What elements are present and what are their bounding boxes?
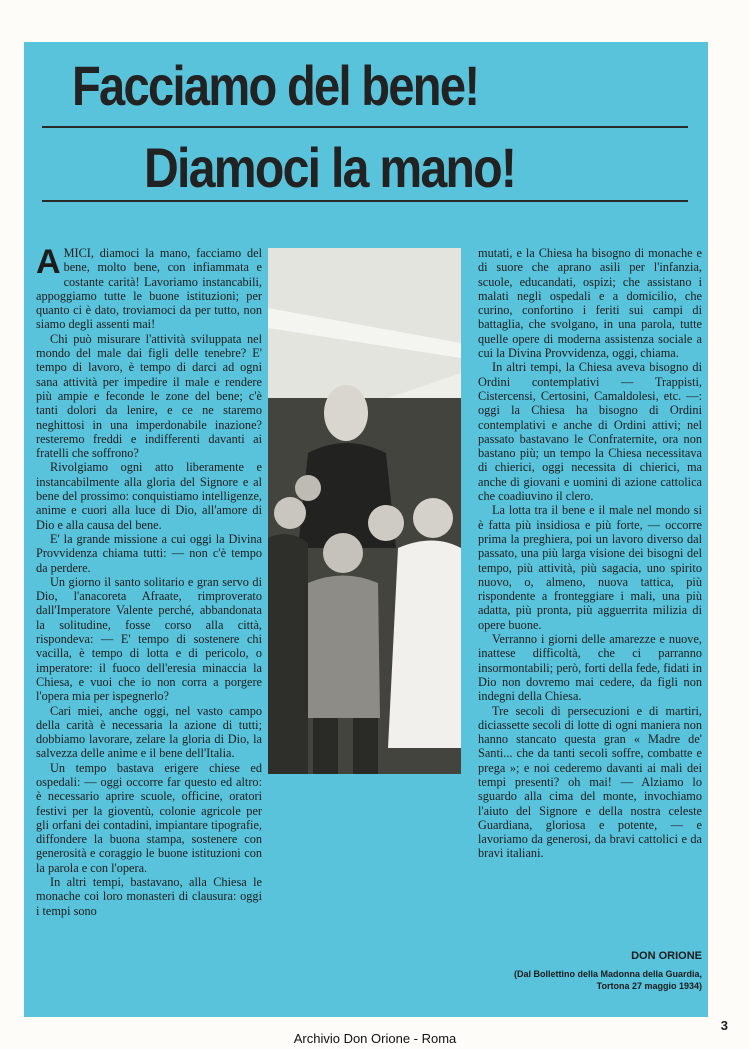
headline-rule-top xyxy=(42,126,688,128)
article-paragraph: Rivolgiamo ogni atto liberamente e instancabilmente alla gloria del Signore e al bene del prossimo: conquistiamo intelligenze, anime e cuori alla luce di Dio, all'amore di Dio e alla causa del bene. xyxy=(36,460,262,532)
article-paragraph: AMICI, diamoci la mano, facciamo del bene, molto bene, con infiammata e costante carità! Lavoriamo instancabili, appoggiamo tutte le buone istituzioni; per quanto ci è dato, troviamoci da per tutto, non siamo degli assenti mai! xyxy=(36,243,262,332)
article-column-1 xyxy=(36,243,262,918)
article-paragraph: Chi può misurare l'attività sviluppata nel mondo del male dai figli delle tenebre? E' tempo di lavoro, è tempo di darci ad ogni sana attività per impedire il male e rendere più ampie e feconde le zone del bene; c'è tanti dolori da lenire, e ce ne staremo neghittosi in una imperdonabile inazione? resteremo freddi e indifferenti davanti ai fratelli che soffrono? xyxy=(36,331,262,461)
article-paragraph: La lotta tra il bene e il male nel mondo si è fatta più insidiosa e più forte, — occorre prima la preghiera, poi un lavoro diverso dal passato, una più larga visione dei bisogni del tempo, più attività, più sagacia, uno spirito nuovo, o, almeno, nuova tattica, più rispondente a fronteggiare i mali, una più adatta, più pronta, più agguerrita milizia di opere buone. xyxy=(478,503,702,632)
article-paragraph: In altri tempi, la Chiesa aveva bisogno di Ordini contemplativi — Trappisti, Cistercensi, Certosini, Camaldolesi, etc. —: oggi la Chiesa ha bisogno di Ordini contemplativi e anche di Ordini attivi; nel passato bastavano le Confraternite, ora non bastano più; un tempo la Chiesa necessitava di chierici, oggi necessita di chierici, ma anche di giovani e uomini di azione cattolica che coadiuvino il clero. xyxy=(478,360,702,504)
article-column-2 xyxy=(478,246,702,861)
article-paragraph: Tre secoli di persecuzioni e di martiri, diciassette secoli di lotte di ogni maniera non hanno stancato questa gran « Madre de' Santi... che da tanti secoli soffre, combatte e prega »; e noi cederemo davanti ai mali dei tempi presenti? oh mai! — Alziamo lo sguardo alla cima del monte, invochiamo l'aiuto del Signore e della nostra celeste Guardiana, gloriosa e potente, — e lavoriamo da generosi, da bravi cattolici e da bravi italiani. xyxy=(478,703,702,861)
headline-rule-bottom xyxy=(42,200,688,202)
article-paragraph: E' la grande missione a cui oggi la Divina Provvidenza chiama tutti: — non c'è tempo da perdere. xyxy=(36,531,262,575)
magazine-page-panel xyxy=(24,42,708,1017)
article-signature xyxy=(478,950,702,992)
author-name: DON ORIONE xyxy=(631,950,702,962)
article-paragraph: Cari miei, anche oggi, nel vasto campo della carità è necessaria la azione di tutti; dobbiamo lavorare, zelare la gloria di Dio, la salvezza delle anime e il bene dell'Italia. xyxy=(36,703,262,761)
headline-line-1: Facciamo del bene! xyxy=(72,54,479,117)
article-paragraph: In altri tempi, bastavano, alla Chiesa le monache coi loro monasteri di clausura: oggi i tempi sono xyxy=(36,875,262,918)
drop-cap: A xyxy=(36,243,61,281)
archive-footer: Archivio Don Orione - Roma xyxy=(293,1031,457,1046)
article-paragraph: Un tempo bastava erigere chiese ed ospedali: — oggi occorre far questo ed altro: è necessario aprire scuole, officine, oratori festivi per la gioventù, colonie agricole per gli orfani dei contadini, impiantare tipografie, diffondere la buona stampa, sostenere con generosità e coraggio le buone istituzioni con la parola e con l'opera. xyxy=(36,760,262,875)
source-citation: (Dal Bollettino della Madonna della Guardia, Tortona 27 maggio 1934) xyxy=(513,969,702,991)
article-paragraph: mutati, e la Chiesa ha bisogno di monache e di suore che aprano asili per l'infanzia, scuole, educandati, ospizi; che assistano i malati negli ospedali e a domicilio, che curino, confortino i feriti sui campi di battaglia, che svolgano, in una parola, tutte quelle opere di moderna assistenza sociale a cui la Divina Provvidenza, oggi, chiama. xyxy=(478,246,702,361)
page-number: 3 xyxy=(720,1018,728,1033)
article-paragraph: Un giorno il santo solitario e gran servo di Dio, l'anacoreta Afraate, rimproverato dall'Imperatore Valente perché, abbandonata la solitudine, fosse corso alla città, rispondeva: — E' tempo di sostenere chi vacilla, è tempo di lotta e di pericolo, o imperatore: il fuoco dell'eresia minaccia la Chiesa, e vuoi che io non corra a porgere l'opera mia per ispegnerlo? xyxy=(36,574,262,704)
photo-illustration xyxy=(268,248,461,774)
headline-line-2: Diamoci la mano! xyxy=(144,136,516,199)
photo-don-orione-with-children xyxy=(268,248,461,774)
article-paragraph: Verranno i giorni delle amarezze e nuove, inattese difficoltà, che ci parranno insormontabili; però, forti della fede, fidati in Dio non dovremo mai cedere, da figli non indegni della Chiesa. xyxy=(478,632,702,704)
